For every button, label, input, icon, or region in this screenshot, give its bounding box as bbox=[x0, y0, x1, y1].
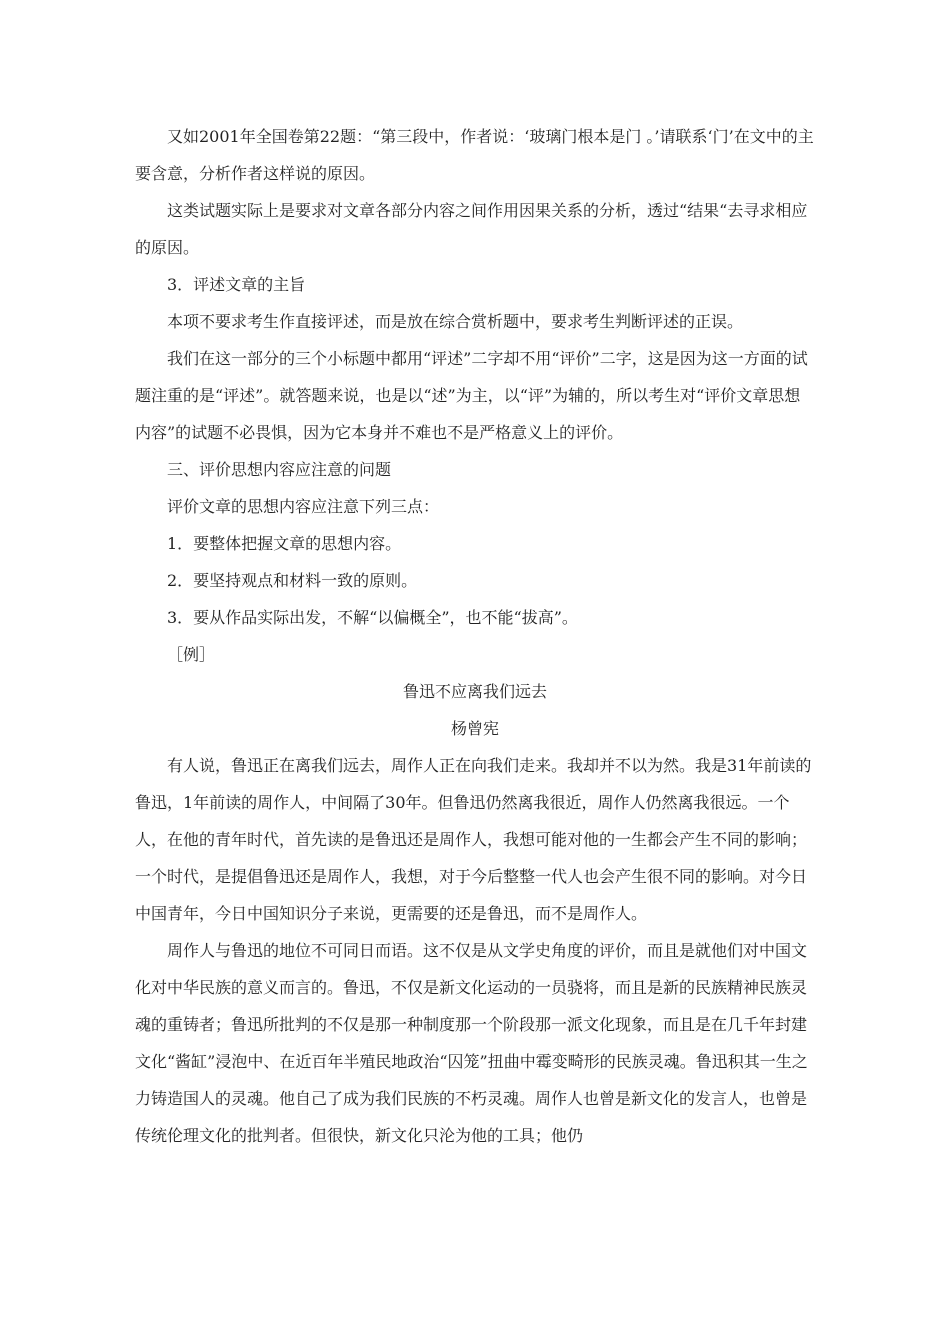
body-paragraph: 我们在这一部分的三个小标题中都用“评述”二字却不用“评价”二字，这是因为这一方面的试题注重的是“评述”。就答题来说，也是以“述”为主，以“评”为辅的，所以考生对“评价文章思想内容”的试题不必畏惧，因为它本身并不难也不是严格意义上的评价。 bbox=[135, 349, 808, 442]
list-item: 2．要坚持观点和材料一致的原则。 bbox=[167, 571, 418, 590]
document-body bbox=[135, 118, 815, 1154]
section-heading: 3．评述文章的主旨 bbox=[167, 275, 306, 294]
article-author: 杨曾宪 bbox=[450, 719, 499, 738]
article-title: 鲁迅不应离我们远去 bbox=[402, 682, 547, 701]
list-item: 3．要从作品实际出发，不解“以偏概全”，也不能“拔高”。 bbox=[167, 608, 578, 627]
body-paragraph: 评价文章的思想内容应注意下列三点： bbox=[167, 497, 440, 516]
body-paragraph: 本项不要求考生作直接评述，而是放在综合赏析题中，要求考生判断评述的正误。 bbox=[167, 312, 744, 331]
article-paragraph: 周作人与鲁迅的地位不可同日而语。这不仅是从文学史角度的评价，而且是就他们对中国文化对中华民族的意义而言的。鲁迅，不仅是新文化运动的一员骁将，而且是新的民族精神民族灵魂的重铸者；鲁迅所批判的不仅是那一种制度那一个阶段那一派文化现象，而且是在几千年封建文化“酱缸”浸泡中、在近百年半殖民地政治“囚笼”扭曲中霉变畸形的民族灵魂。鲁迅积其一生之力铸造国人的灵魂。他自己了成为我们民族的不朽灵魂。周作人也曾是新文化的发言人，也曾是传统伦理文化的批判者。但很快，新文化只沦为他的工具；他仍 bbox=[135, 941, 808, 1145]
body-paragraph: 又如2001年全国卷第22题：“第三段中，作者说：‘玻璃门根本是门 。’请联系‘门’在文中的主要含意，分析作者这样说的原因。 bbox=[135, 127, 814, 183]
section-heading: 三、评价思想内容应注意的问题 bbox=[167, 460, 392, 479]
example-label: ［例］ bbox=[167, 645, 216, 664]
list-item: 1．要整体把握文章的思想内容。 bbox=[167, 534, 402, 553]
body-paragraph: 这类试题实际上是要求对文章各部分内容之间作用因果关系的分析，透过“结果“去寻求相应的原因。 bbox=[135, 201, 808, 257]
article-paragraph: 有人说，鲁迅正在离我们远去，周作人正在向我们走来。我却并不以为然。我是31年前读的鲁迅，1年前读的周作人，中间隔了30年。但鲁迅仍然离我很近，周作人仍然离我很远。一个人，在他的青年时代，首先读的是鲁迅还是周作人，我想可能对他的一生都会产生不同的影响；一个时代，是提倡鲁迅还是周作人，我想，对于今后整整一代人也会产生很不同的影响。对今日中国青年，今日中国知识分子来说，更需要的还是鲁迅，而不是周作人。 bbox=[135, 756, 812, 923]
